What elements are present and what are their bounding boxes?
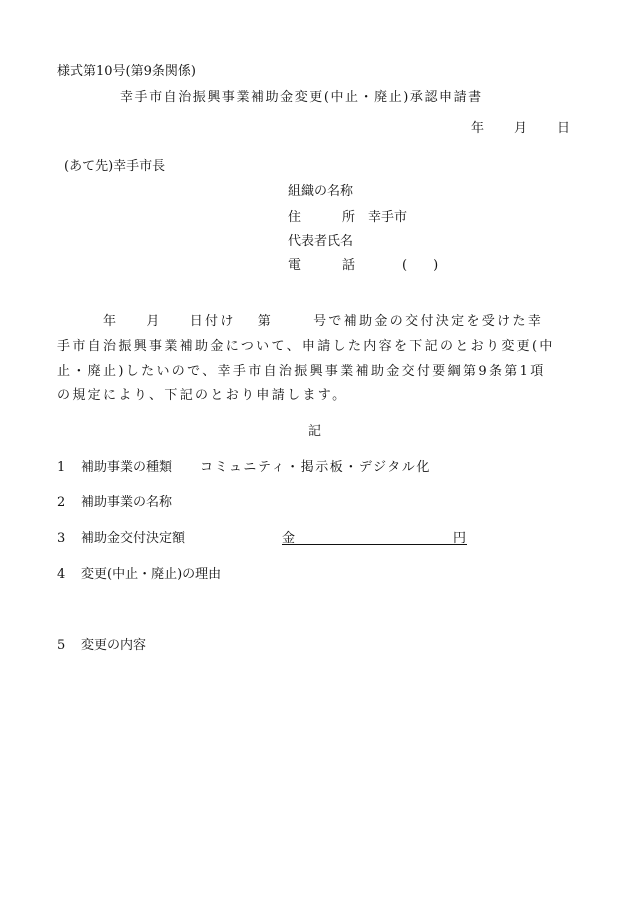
form-number: 様式第10号(第9条関係) bbox=[57, 64, 196, 79]
body-line-4: の規定により、下記のとおり申請します。 bbox=[57, 388, 348, 403]
body-year: 年 bbox=[103, 314, 119, 329]
grant-amount-field[interactable] bbox=[282, 527, 467, 545]
addressee: (あて先)幸手市長 bbox=[64, 159, 166, 174]
item-change-reason bbox=[57, 563, 221, 582]
item-label: 補助事業の名称 bbox=[81, 495, 173, 510]
address-label-2: 所 bbox=[342, 210, 356, 225]
date-day: 日 bbox=[556, 121, 570, 136]
amount-prefix: 金 bbox=[282, 531, 296, 546]
item-grant-amount bbox=[57, 527, 185, 546]
item-label: 変更(中止・廃止)の理由 bbox=[81, 567, 222, 582]
body-line-1 bbox=[57, 310, 543, 329]
tel-label-2: 話 bbox=[342, 258, 356, 273]
applicant-telephone-row bbox=[288, 254, 438, 272]
applicant-representative-row bbox=[288, 230, 353, 248]
tel-label-1: 電 bbox=[288, 258, 302, 273]
item-subsidy-name bbox=[57, 491, 172, 510]
item-number: 3 bbox=[57, 531, 66, 546]
item-number: 2 bbox=[57, 495, 66, 510]
body-date: 日付け bbox=[189, 314, 236, 329]
item-number: 5 bbox=[57, 638, 66, 653]
representative-label: 代表者氏名 bbox=[288, 234, 354, 249]
applicant-address-row bbox=[288, 206, 407, 224]
item-change-content bbox=[57, 634, 146, 653]
tel-parentheses: ( ) bbox=[402, 258, 439, 273]
item-subsidy-type bbox=[57, 456, 431, 475]
address-label-1: 住 bbox=[288, 210, 302, 225]
item-label: 変更の内容 bbox=[81, 638, 147, 653]
body-line-1-rest: 号で補助金の交付決定を受けた幸 bbox=[313, 314, 544, 329]
body-line-2: 手市自治振興事業補助金について、申請した内容を下記のとおり変更(中 bbox=[57, 339, 555, 354]
org-name-label: 組織の名称 bbox=[288, 184, 354, 199]
body-dai: 第 bbox=[257, 314, 274, 329]
item-label: 補助事業の種類 bbox=[81, 460, 173, 475]
item-value: コミュニティ・掲示板・デジタル化 bbox=[200, 460, 431, 475]
body-line-3: 止・廃止)したいので、幸手市自治振興事業補助金交付要綱第9条第1項 bbox=[57, 364, 546, 379]
address-value: 幸手市 bbox=[368, 210, 408, 225]
applicant-org-row bbox=[288, 180, 353, 198]
amount-suffix: 円 bbox=[452, 531, 466, 546]
item-number: 1 bbox=[57, 460, 66, 475]
date-month: 月 bbox=[513, 121, 527, 136]
record-mark: 記 bbox=[308, 424, 322, 439]
body-month: 月 bbox=[146, 314, 162, 329]
date-line bbox=[471, 117, 570, 136]
item-number: 4 bbox=[57, 567, 66, 582]
item-label: 補助金交付決定額 bbox=[81, 531, 186, 546]
date-year: 年 bbox=[470, 121, 484, 136]
document-title: 幸手市自治振興事業補助金変更(中止・廃止)承認申請書 bbox=[120, 90, 483, 105]
